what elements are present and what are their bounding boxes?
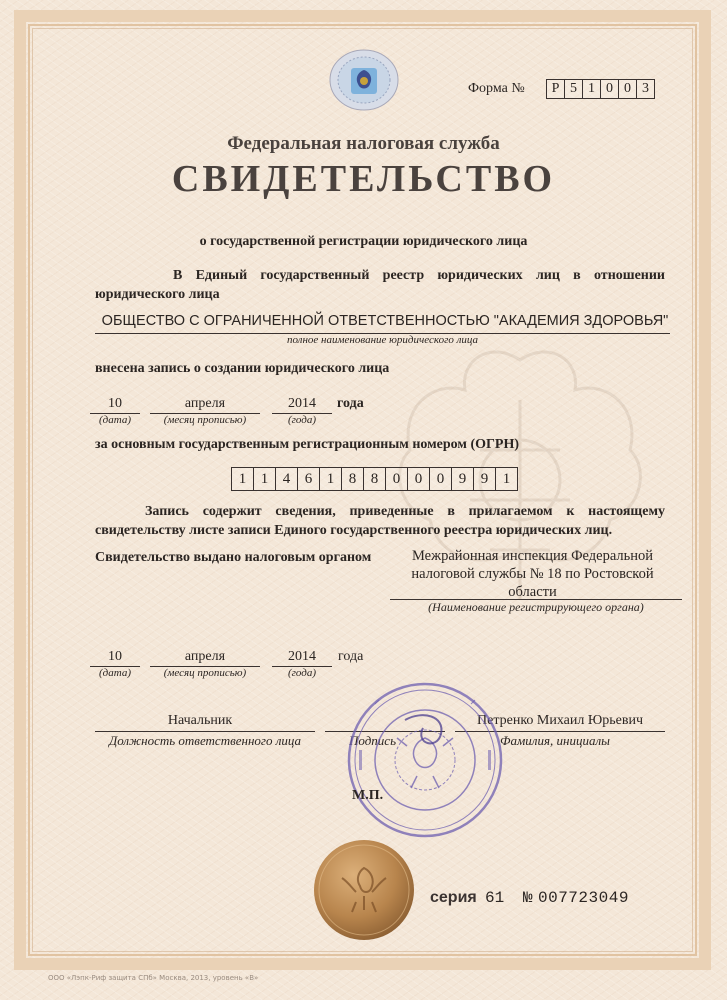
position-caption: Должность ответственного лица <box>108 733 302 748</box>
date1-year-caption: (года) <box>287 414 317 426</box>
ogrn-digit: 0 <box>385 467 408 491</box>
issuer-line-2: налоговой службы № 18 по Ростовской <box>411 566 654 582</box>
date1-day-caption: (дата) <box>99 414 131 426</box>
date1-year: 2014 <box>288 396 316 411</box>
issuer-line-3: области <box>508 584 557 600</box>
ogrn-label: за основным государственным регистрационным номером (ОГРН) <box>95 437 520 452</box>
name-caption: Фамилия, инициалы <box>500 733 610 748</box>
intro-text: В Единый государственный реестр юридических лиц в отношении юридического лица <box>95 268 665 302</box>
printer-imprint: ООО «Лэпк-Риф защита СПб» Москва, 2013, уровень «В» <box>48 974 259 982</box>
ogrn-digit: 0 <box>407 467 430 491</box>
form-digit: Р <box>546 79 565 99</box>
gold-seal-icon <box>312 838 416 942</box>
agency-name: Федеральная налоговая служба <box>227 133 500 154</box>
document-subtitle: о государственной регистрации юридического лица <box>199 234 528 249</box>
form-digit: 5 <box>564 79 583 99</box>
signer-name: Петренко Михаил Юрьевич <box>477 713 643 728</box>
form-number-cells <box>547 79 655 99</box>
issuer-name <box>400 547 665 601</box>
position-underline <box>95 731 315 732</box>
form-digit: 0 <box>618 79 637 99</box>
emblem-icon <box>328 48 400 112</box>
signature-caption: Подпись <box>349 733 396 748</box>
issuer-line-1: Межрайонная инспекция Федеральной <box>411 548 654 564</box>
ogrn-digit: 6 <box>297 467 320 491</box>
date2-day: 10 <box>108 649 122 664</box>
ogrn-digit: 0 <box>429 467 452 491</box>
series-label: серия <box>430 889 477 906</box>
official-stamp-icon <box>345 680 505 840</box>
company-caption: полное наименование юридического лица <box>286 334 479 346</box>
ogrn-digit: 1 <box>495 467 518 491</box>
series-number: 61 <box>485 889 505 907</box>
form-digit: 0 <box>600 79 619 99</box>
form-label: Форма № <box>468 81 525 96</box>
date2-year-word: года <box>338 649 364 664</box>
document-title: СВИДЕТЕЛЬСТВО <box>171 158 556 200</box>
ogrn-cells <box>232 467 518 491</box>
ogrn-digit: 9 <box>451 467 474 491</box>
ogrn-digit: 8 <box>363 467 386 491</box>
date2-year: 2014 <box>288 649 316 664</box>
seal-place-label: М.П. <box>352 788 384 803</box>
date2-day-caption: (дата) <box>99 667 131 679</box>
ogrn-digit: 1 <box>319 467 342 491</box>
serial-number: 007723049 <box>538 889 629 907</box>
ogrn-digit: 1 <box>231 467 254 491</box>
form-digit: 1 <box>582 79 601 99</box>
date1-day: 10 <box>108 396 122 411</box>
date1-month-caption: (месяц прописью) <box>163 414 247 426</box>
ogrn-digit: 1 <box>253 467 276 491</box>
date1-month: апреля <box>184 396 226 411</box>
issuer-caption: (Наименование регистрирующего органа) <box>428 600 644 614</box>
ogrn-digit: 9 <box>473 467 496 491</box>
date2-month-caption: (месяц прописью) <box>163 667 247 679</box>
company-name: ОБЩЕСТВО С ОГРАНИЧЕННОЙ ОТВЕТСТВЕННОСТЬЮ "АКАДЕМИЯ ЗДОРОВЬЯ" <box>101 313 669 329</box>
date1-year-word: года <box>337 396 364 411</box>
record-info-text: Запись содержит сведения, приведенные в прилагаемом к настоящему свидетельству листе записи Единого государственного реестра юридических лиц. <box>95 504 665 538</box>
serial-no-label: № <box>523 889 533 907</box>
date2-month: апреля <box>184 649 226 664</box>
issuer-label: Свидетельство выдано налоговым органом <box>95 550 372 565</box>
form-digit: 3 <box>636 79 655 99</box>
signer-position: Начальник <box>167 713 233 728</box>
date2-year-caption: (года) <box>287 667 317 679</box>
record-made-text: внесена запись о создании юридического лица <box>95 361 390 376</box>
ogrn-digit: 4 <box>275 467 298 491</box>
ogrn-digit: 8 <box>341 467 364 491</box>
